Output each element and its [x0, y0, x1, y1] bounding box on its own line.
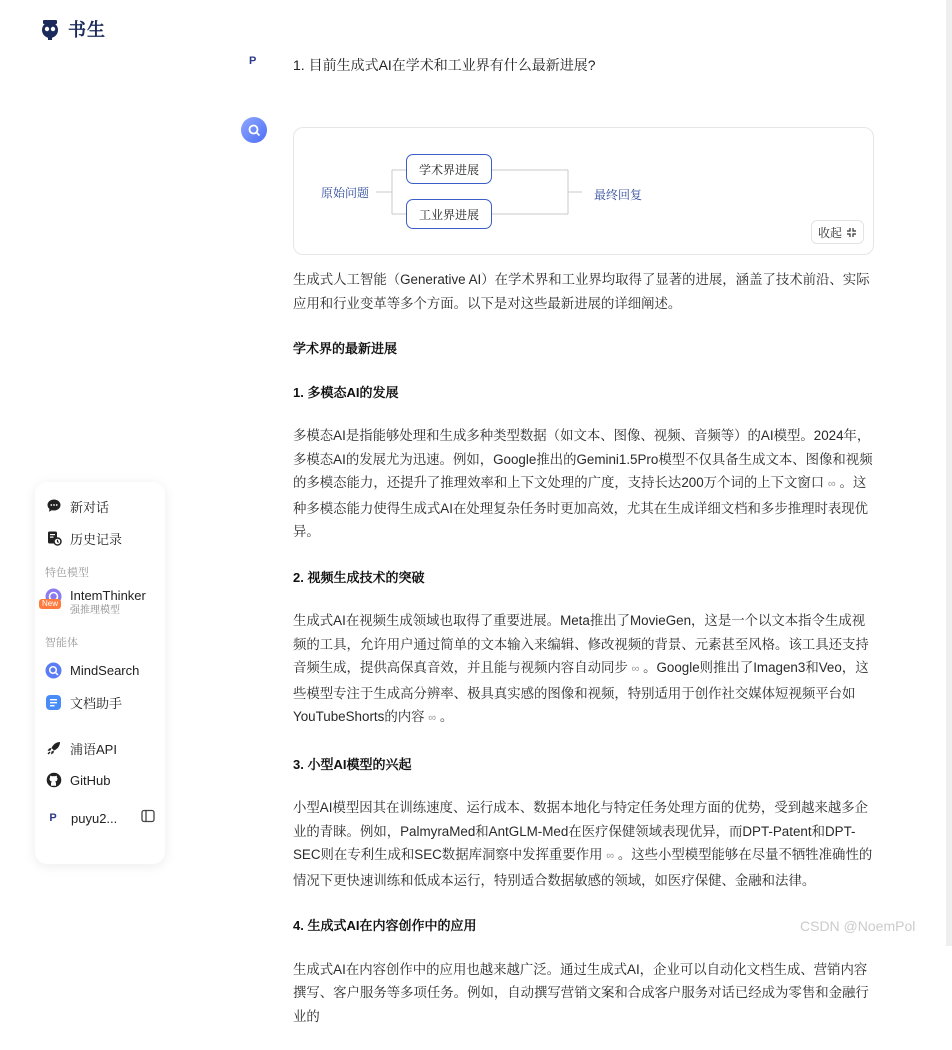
- chat-bubble-icon: [45, 498, 62, 515]
- mindmap-connectors: [294, 128, 875, 256]
- sidebar-item-api[interactable]: [45, 732, 155, 764]
- watermark: CSDN @NoemPol: [800, 918, 916, 934]
- sidebar-item-label: GitHub: [70, 772, 111, 788]
- collapse-button[interactable]: [811, 220, 864, 244]
- github-icon: [45, 772, 62, 789]
- sidebar-item-label: 浦语API: [70, 741, 117, 757]
- paragraph-content-creation: 生成式AI在内容创作中的应用也越来越广泛。通过生成式AI，企业可以自动化文档生成、营销内容撰写、客户服务等多项任务。例如，自动撰写营销文案和合成客户服务对话已经成为零售和金融行业的: [293, 961, 869, 1024]
- mindmap-node-academic[interactable]: 学术界进展: [406, 154, 492, 184]
- rocket-icon: [45, 740, 62, 757]
- model-name: IntemThinker: [70, 588, 146, 603]
- answer-intro: 生成式人工智能（Generative AI）在学术界和工业界均取得了显著的进展，涵盖了技术前沿、实际应用和行业变革等多个方面。以下是对这些最新进展的详细阐述。: [293, 272, 870, 311]
- sidebar-item-intemthinker[interactable]: [42, 584, 155, 624]
- subheading-small-models: 3. 小型AI模型的兴起: [293, 756, 412, 772]
- subheading-content-creation: 4. 生成式AI在内容创作中的应用: [293, 918, 477, 933]
- sidebar-item-label: MindSearch: [70, 662, 140, 678]
- sidebar-item-doc-assistant[interactable]: [45, 686, 155, 718]
- sidebar-item-label: 文档助手: [70, 695, 123, 711]
- user-question: 1. 目前生成式AI在学术和工业界有什么最新进展?: [293, 57, 596, 73]
- sidebar-item-history[interactable]: [45, 522, 155, 554]
- reference-link-icon[interactable]: ∞: [606, 850, 615, 862]
- history-icon: [45, 530, 62, 547]
- sidebar-menu: [35, 482, 165, 864]
- new-badge: New: [39, 599, 61, 609]
- logo-mascot-icon: [38, 17, 62, 41]
- section-heading-academic: 学术界的最新进展: [293, 341, 398, 356]
- reference-link-icon[interactable]: ∞: [631, 663, 640, 675]
- assistant-avatar: [241, 117, 267, 143]
- mindsearch-icon: [246, 122, 262, 138]
- section-featured-models: 特色模型: [45, 567, 89, 579]
- sidebar-item-new-chat[interactable]: [45, 490, 155, 522]
- mindmap-result: 最终回复: [594, 188, 643, 202]
- user-avatar: P: [249, 55, 257, 67]
- model-subtitle: 强推理模型: [70, 605, 120, 616]
- reference-link-icon[interactable]: ∞: [827, 478, 836, 490]
- collapse-label: 收起: [818, 225, 843, 240]
- mindmap-root: 原始问题: [321, 186, 370, 200]
- user-profile[interactable]: [45, 802, 155, 834]
- paragraph-video: 生成式AI在视频生成领域也取得了重要进展。Meta推出了MovieGen，这是一个以文本指令生成视频的工具，允许用户通过简单的文本输入来编辑、修改视频的背景、元素甚至风格。该工具还支持音频生成，提供高保真音效，并且能与视频内容自动同步 ∞ 。Google则推出了Imagen3和Veo，这些模型专注于生成高分辨率、极具真实感的图像和视频，特别适用于创作社交媒体短视频平台如YouTubeShorts的内容 ∞ 。: [293, 613, 869, 724]
- mindmap-card: [293, 127, 874, 255]
- sidebar-item-label: 新对话: [70, 499, 110, 515]
- subheading-multimodal: 1. 多模态AI的发展: [293, 384, 399, 400]
- thinker-model-icon: [42, 588, 62, 608]
- mindmap-node-industry[interactable]: 工业界进展: [406, 199, 492, 229]
- answer-content: [293, 268, 874, 1050]
- scrollbar[interactable]: [946, 0, 952, 946]
- collapse-icon: [846, 227, 857, 238]
- app-logo[interactable]: [38, 16, 106, 42]
- subheading-video: 2. 视频生成技术的突破: [293, 569, 425, 585]
- sidebar-toggle-icon[interactable]: [141, 809, 155, 828]
- reference-link-icon[interactable]: ∞: [428, 712, 437, 724]
- section-agents: 智能体: [45, 637, 78, 649]
- user-avatar: P: [49, 812, 57, 824]
- sidebar-item-github[interactable]: [45, 764, 155, 796]
- logo-text: 书生: [68, 20, 106, 40]
- user-name: puyu2...: [71, 810, 118, 826]
- paragraph-small-models: 小型AI模型因其在训练速度、运行成本、数据本地化与特定任务处理方面的优势，受到越来越多企业的青睐。例如，PalmyraMed和AntGLM-Med在医疗保健领域表现优异，而DPT-Patent和DPT-SEC则在专利生成和SEC数据库洞察中发挥重要作用 ∞ 。这些小型模型能够在尽量不牺牲准确性的情况下更快速训练和低成本运行，特别适合数据敏感的领域，如医疗保健、金融和法律。: [293, 800, 873, 888]
- document-icon: [45, 694, 62, 711]
- sidebar-item-mindsearch[interactable]: [45, 654, 155, 686]
- paragraph-multimodal: 多模态AI是指能够处理和生成多种类型数据（如文本、图像、视频、音频等）的AI模型。2024年，多模态AI的发展尤为迅速。例如，Google推出的Gemini1.5Pro模型不仅具备生成文本、图像和视频的多模态能力，还提升了推理效率和上下文处理的广度，支持长达200万个词的上下文窗口 ∞ 。这种多模态能力使得生成式AI在处理复杂任务时更加高效，尤其在生成详细文档和多步推理时表现优异。: [293, 428, 873, 539]
- sidebar-item-label: 历史记录: [70, 531, 123, 547]
- mindsearch-icon: [45, 662, 62, 679]
